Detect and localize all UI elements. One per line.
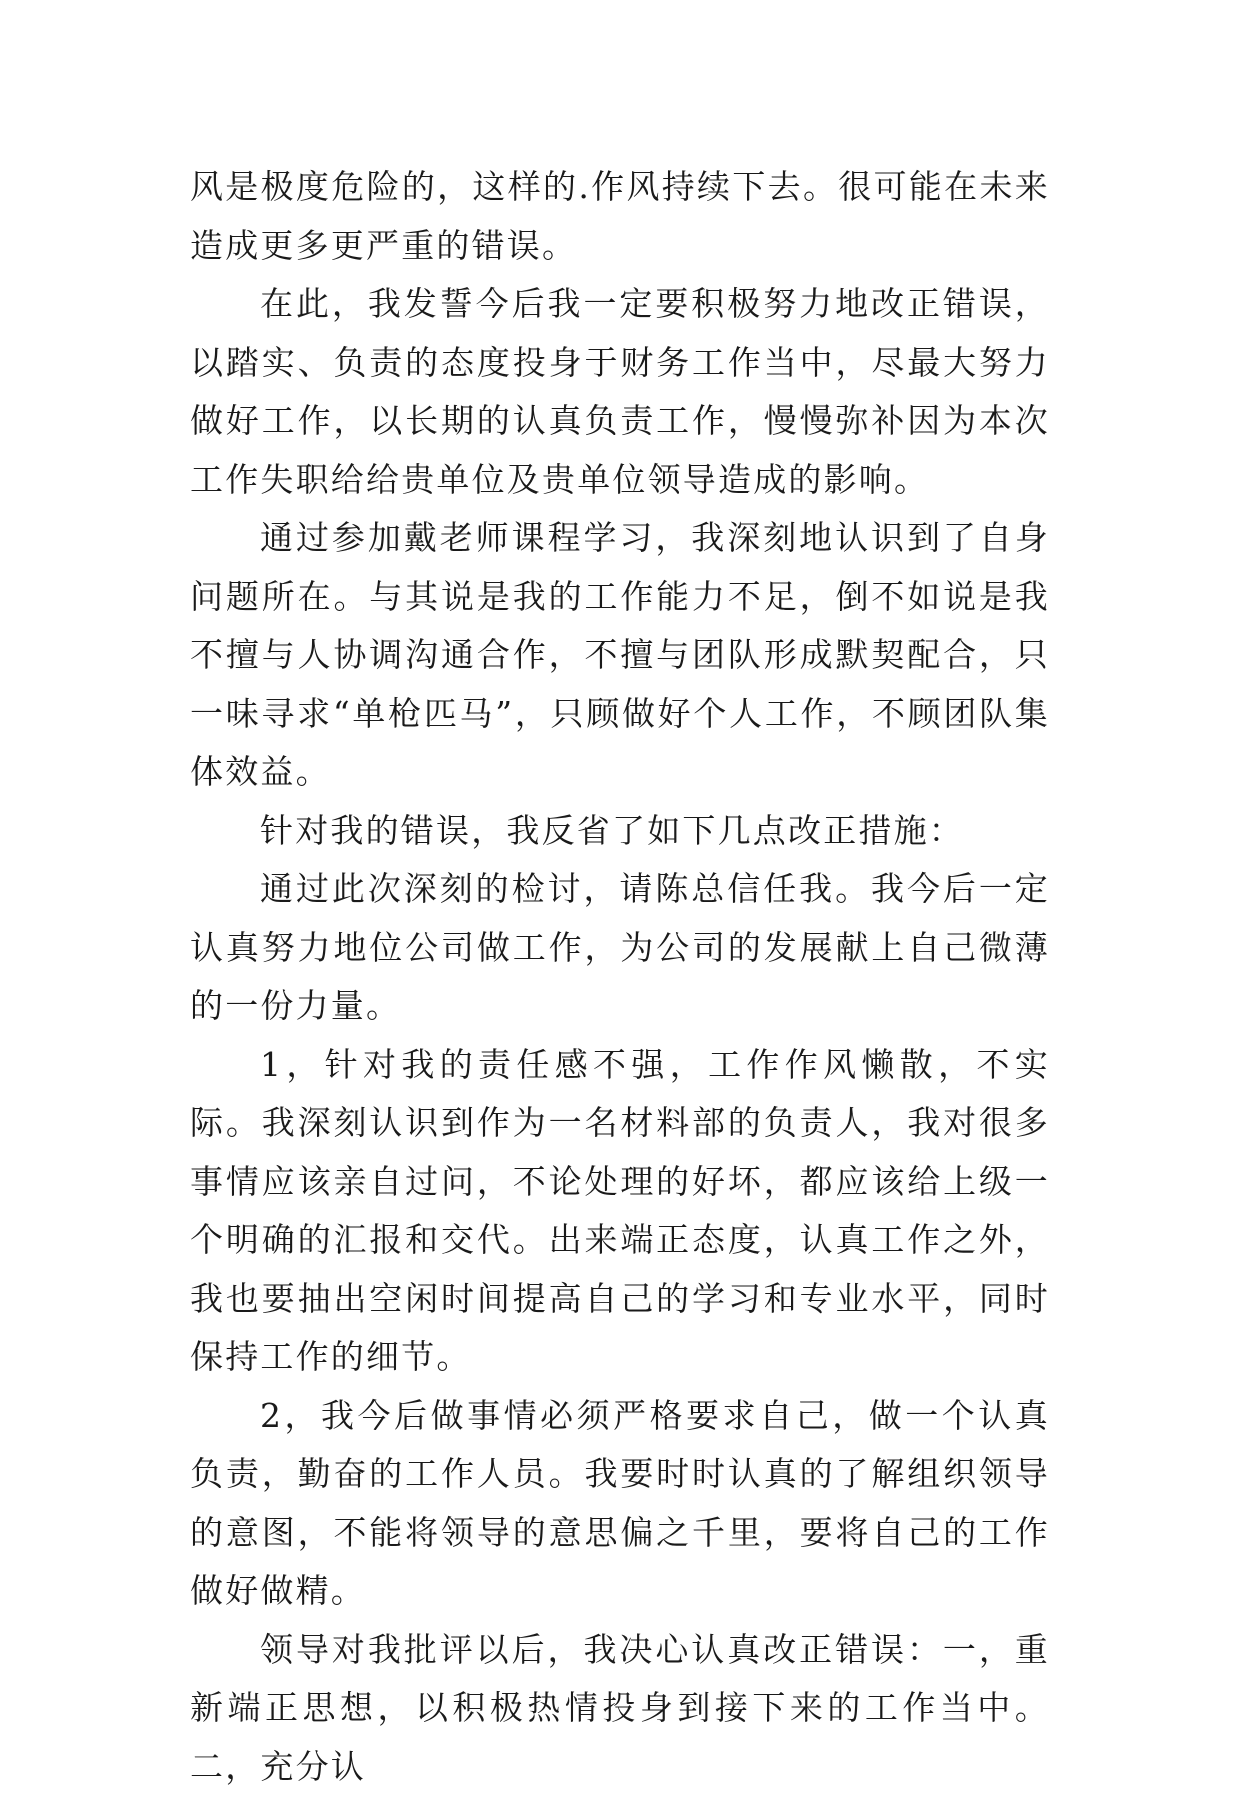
- paragraph: 风是极度危险的，这样的.作风持续下去。很可能在未来造成更多更严重的错误。: [190, 158, 1050, 275]
- paragraph: 领导对我批评以后，我决心认真改正错误：一，重新端正思想，以积极热情投身到接下来的工作当中。二，充分认: [190, 1621, 1050, 1796]
- paragraph: 2，我今后做事情必须严格要求自己，做一个认真负责，勤奋的工作人员。我要时时认真的了解组织领导的意图，不能将领导的意思偏之千里，要将自己的工作做好做精。: [190, 1387, 1050, 1621]
- paragraph: 在此，我发誓今后我一定要积极努力地改正错误，以踏实、负责的态度投身于财务工作当中，尽最大努力做好工作，以长期的认真负责工作，慢慢弥补因为本次工作失职给给贵单位及贵单位领导造成的影响。: [190, 275, 1050, 509]
- document-body: [190, 158, 1050, 1796]
- paragraph: 1，针对我的责任感不强，工作作风懒散，不实际。我深刻认识到作为一名材料部的负责人，我对很多事情应该亲自过问，不论处理的好坏，都应该给上级一个明确的汇报和交代。出来端正态度，认真工作之外，我也要抽出空闲时间提高自己的学习和专业水平，同时保持工作的细节。: [190, 1036, 1050, 1387]
- paragraph: 针对我的错误，我反省了如下几点改正措施：: [190, 802, 1050, 861]
- paragraph: 通过参加戴老师课程学习，我深刻地认识到了自身问题所在。与其说是我的工作能力不足，倒不如说是我不擅与人协调沟通合作，不擅与团队形成默契配合，只一味寻求“单枪匹马”，只顾做好个人工作，不顾团队集体效益。: [190, 509, 1050, 802]
- paragraph: 通过此次深刻的检讨，请陈总信任我。我今后一定认真努力地位公司做工作，为公司的发展献上自己微薄的一份力量。: [190, 860, 1050, 1036]
